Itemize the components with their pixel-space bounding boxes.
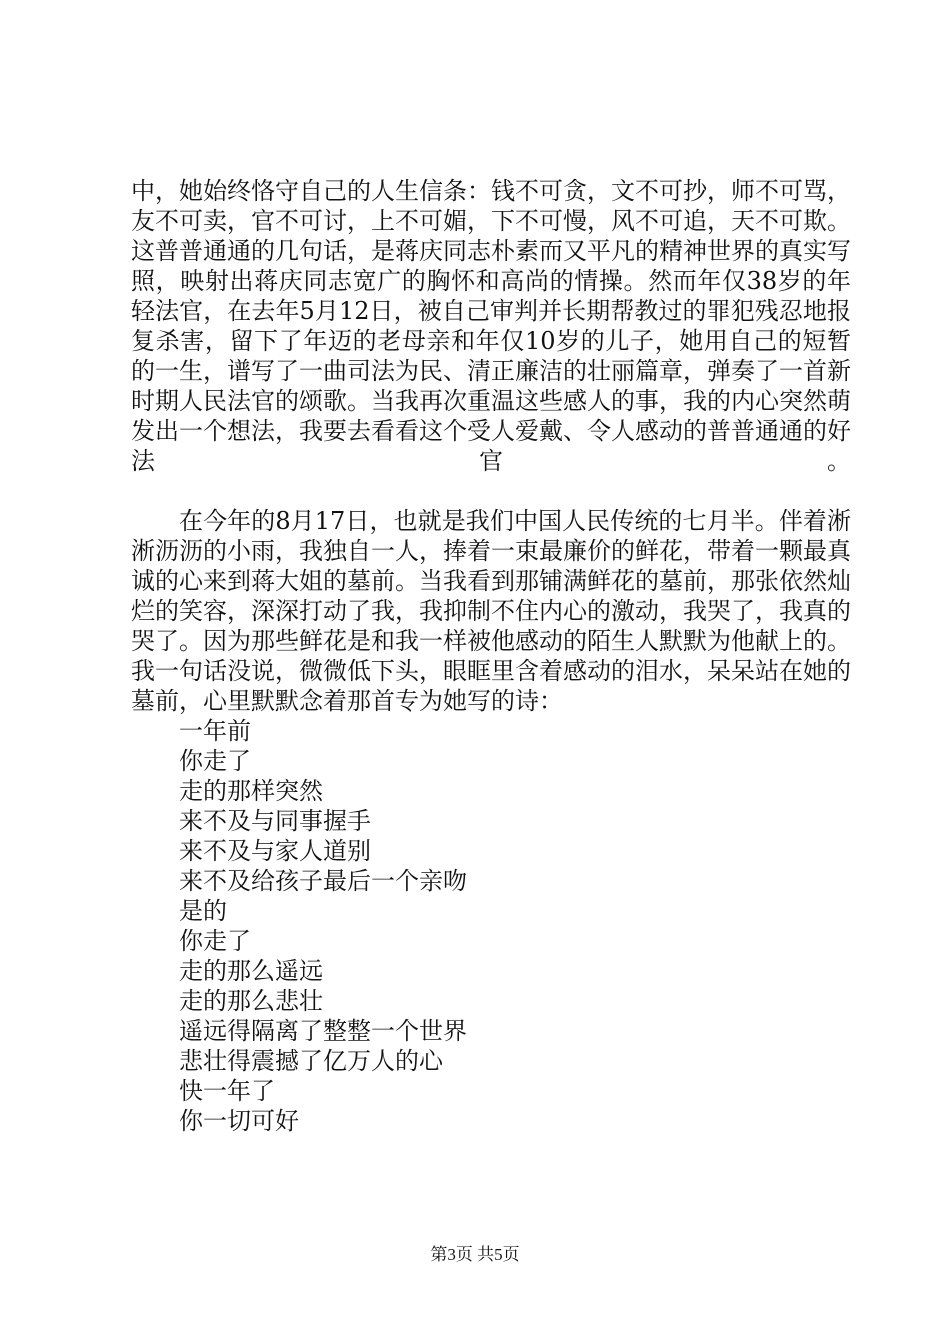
poem-line: 来不及给孩子最后一个亲吻 — [179, 867, 467, 895]
poem-line: 一年前 — [179, 717, 251, 745]
poem-line: 你走了 — [179, 927, 251, 955]
paragraph-visit: 在今年的8月17日，也就是我们中国人民传统的七月半。伴着淅淅沥沥的小雨，我独自一人，捧着一束最廉价的鲜花，带着一颗最真诚的心来到蒋大姐的墓前。当我看到那铺满鲜花的墓前，那张依然灿烂的笑容，深深打动了我，我抑制不住内心的激动，我哭了，我真的哭了。因为那些鲜花是和我一样被他感动的陌生人默默为他献上的。我一句话没说，微微低下头，眼眶里含着感动的泪水，呆呆站在她的墓前，心里默默念着那首专为她写的诗： — [131, 507, 851, 715]
poem-line: 走的那样突然 — [179, 777, 323, 805]
poem-line: 是的 — [179, 897, 227, 925]
poem-line: 你走了 — [179, 747, 251, 775]
poem-line: 来不及与家人道别 — [179, 837, 371, 865]
poem-line: 走的那么遥远 — [179, 957, 323, 985]
poem-line: 来不及与同事握手 — [179, 807, 371, 835]
page-footer — [0, 1243, 950, 1267]
poem-line: 走的那么悲壮 — [179, 987, 323, 1015]
body-text — [131, 176, 851, 1136]
poem-line: 遥远得隔离了整整一个世界 — [179, 1017, 467, 1045]
poem-line: 你一切可好 — [179, 1107, 299, 1135]
poem-line: 悲壮得震撼了亿万人的心 — [179, 1047, 443, 1075]
paragraph-continuation: 中，她始终恪守自己的人生信条：钱不可贪，文不可抄，师不可骂，友不可卖，官不可讨，上不可媚，下不可慢，风不可追，天不可欺。这普普通通的几句话，是蒋庆同志朴素而又平凡的精神世界的真实写照，映射出蒋庆同志宽广的胸怀和高尚的情操。然而年仅38岁的年轻法官，在去年5月12日，被自己审判并长期帮教过的罪犯残忍地报复杀害，留下了年迈的老母亲和年仅10岁的儿子，她用自己的短暂的一生，谱写了一曲司法为民、清正廉洁的壮丽篇章，弹奏了一首新时期人民法官的颂歌。当我再次重温这些感人的事，我的内心突然萌发出一个想法，我要去看看这个受人爱戴、令人感动的普普通通的好法官。 — [131, 177, 851, 475]
poem-line: 快一年了 — [179, 1077, 275, 1105]
page-number: 第3页 共5页 — [430, 1245, 520, 1264]
poem — [131, 716, 851, 1136]
